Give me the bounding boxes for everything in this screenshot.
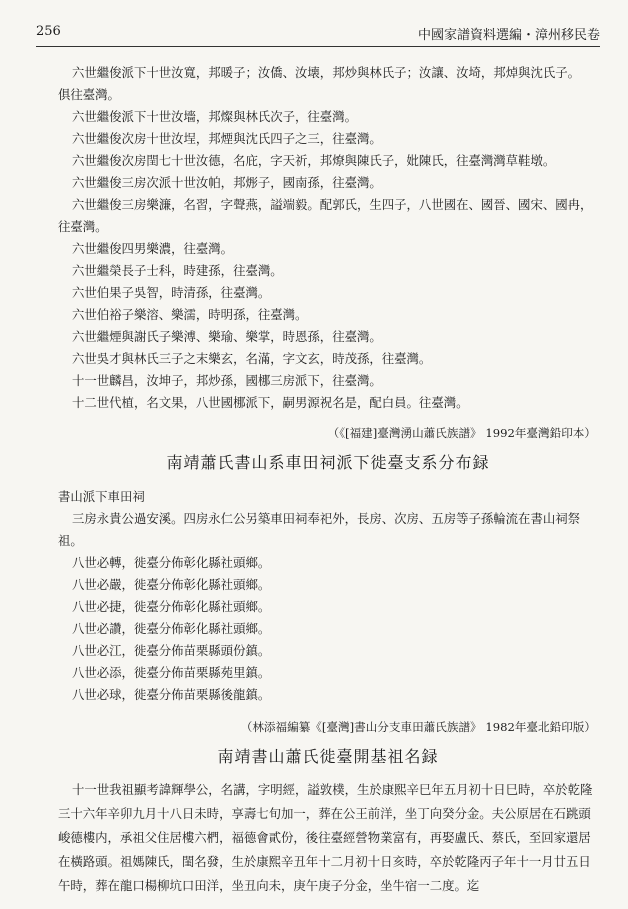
page-number: 256 — [36, 24, 61, 39]
entry-line: 六世繼煙與謝氏子樂溥、樂瑜、樂掌，時恩孫，往臺灣。 — [72, 329, 382, 344]
section-genealogy-list — [58, 62, 598, 444]
entry-line: 六世伯果子吳智，時清孫，往臺灣。 — [72, 285, 271, 300]
entry-line: 六世繼俊次房十世汝埕，邦煙與沈氏四子之三，往臺灣。 — [72, 131, 382, 146]
entry-line: 十一世麟昌，汝坤子，邦炒孫，國梛三房派下，往臺灣。 — [72, 373, 382, 388]
entry-line: 六世繼榮長子士科，時建孫，往臺灣。 — [72, 263, 283, 278]
entry-line: 八世必添，徙臺分佈苗栗縣苑里鎮。 — [72, 665, 271, 680]
entry-line: 八世必轉，徙臺分佈彰化縣社頭鄉。 — [72, 555, 271, 570]
entry-line: 十二世代植，名文果，八世國梛派下，嗣男源祝名是，配白員。往臺灣。 — [72, 395, 469, 410]
section-founders — [58, 744, 598, 898]
entry-line: 八世必捷，徙臺分佈彰化縣社頭鄉。 — [72, 599, 271, 614]
entry-line: 八世必球，徙臺分佈苗栗縣後龍鎮。 — [72, 687, 271, 702]
section-title: 南靖蕭氏書山系車田祠派下徙臺支系分布録 — [166, 453, 490, 472]
entry-line: 六世繼俊三房樂濂，名習，字聲燕，謚端毅。配郭氏，生四子，八世國在、國晉、國宋、國冉， — [72, 197, 593, 212]
entry-line: 六世吳才與林氏三子之末樂玄，名滿，字文玄，時茂孫，往臺灣。 — [72, 351, 432, 366]
entry-line: 俱往臺灣。 — [58, 87, 120, 102]
entry-line: 六世繼俊次房閏七十世汝德，名庇，字天祈，邦燎與陳氏子，妣陳氏，往臺灣灣草鞋墩。 — [72, 153, 556, 168]
entry-line: 六世繼俊四男樂濃，往臺灣。 — [72, 241, 234, 256]
entry-line: 六世繼俊派下十世汝寬，邦暖子；汝僑、汝壊，邦炒與林氏子；汝讓、汝埼，邦焯與沈氏子。 — [72, 65, 581, 80]
entry-line: 六世伯裕子樂溶、樂濡，時明孫，往臺灣。 — [72, 307, 308, 322]
entry-line: 八世必讚，徙臺分佈彰化縣社頭鄉。 — [72, 621, 271, 636]
source-citation: （林添福編纂《[臺灣]書山分支車田蕭氏族譜》 1982年臺北鉛印版） — [240, 720, 596, 734]
entry-line: 往臺灣。 — [58, 219, 108, 234]
running-head: 中國家譜資料選編・漳州移民卷 — [417, 28, 600, 43]
entry-line: 六世繼俊派下十世汝墻，邦燦與林氏次子，往臺灣。 — [72, 109, 357, 124]
subheading: 書山派下車田祠 — [58, 489, 145, 504]
section-shushan-branch — [58, 450, 598, 738]
entry-line: 八世必江，徙臺分佈苗栗縣頭份鎮。 — [72, 643, 271, 658]
source-citation: （《[福建]臺灣湧山蕭氏族譜》 1992年臺灣鉛印本） — [327, 426, 596, 440]
entry-line: 六世繼俊三房次派十世汝帕，邦烿子，國南孫，往臺灣。 — [72, 175, 382, 190]
entry-line: 八世必嚴，徙臺分佈彰化縣社頭鄉。 — [72, 577, 271, 592]
intro-paragraph: 三房永貴公過安溪。四房永仁公另築車田祠奉祀外，長房、次房、五房等子孫輪流在書山祠祭祖。 — [58, 511, 581, 548]
section-title: 南靖書山蕭氏徙臺開基祖名録 — [217, 747, 439, 766]
page-header — [36, 24, 600, 47]
page-body — [58, 62, 598, 898]
body-paragraph: 十一世我祖顯考諱輝學公，名講，字明經，謚敦樸，生於康熙辛巳年五月初十日巳時，卒於乾隆三十六年辛卯九月十八日未時，享壽七旬加一，葬在公王前洋，坐丁向癸分金。夫公原居在石跳頭峻德樓内，承祖父住居樓六椚，福德會貳份，後往臺經營物業富有，再娶盧氏、蔡氏，至回家還居在橫路頭。祖媽陳氏，閨名發，生於康熙辛丑年十二月初十日亥時，卒於乾隆丙子年十一月廿五日午時，葬在龍口楊柳坑口田洋，坐丑向未，庚午庚子分金，坐牛宿一二度。迄 — [58, 782, 593, 893]
